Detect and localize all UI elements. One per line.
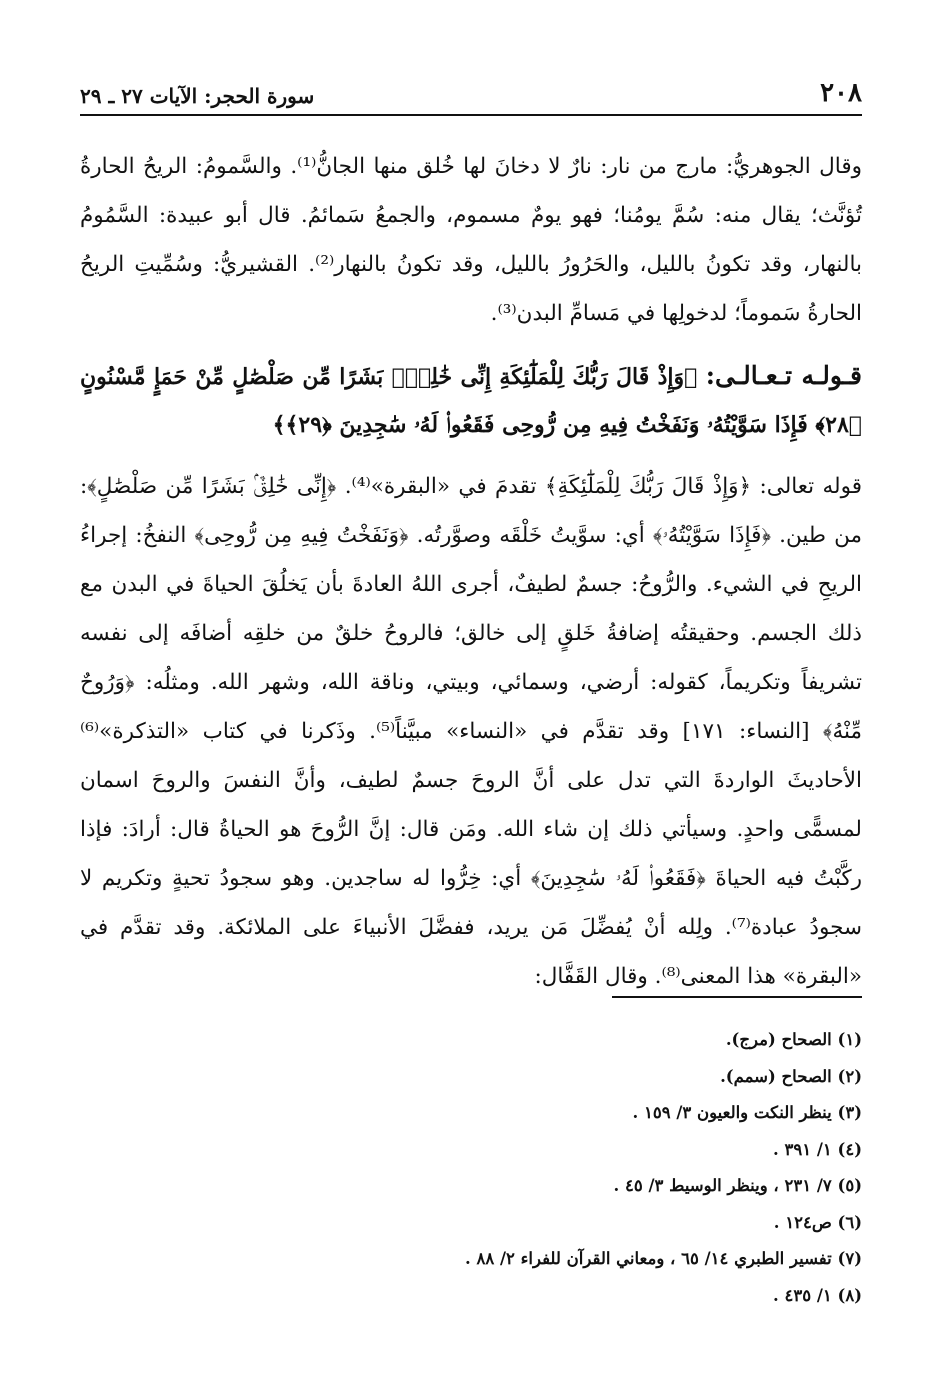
paragraph-commentary-2: قوله تعالى: ﴿وَإِذْ قَالَ رَبُّكَ لِلْمَلَٰٓئِكَةِ﴾ تقدمَ في «البقرة»⁽⁴⁾. ﴿إِنِّى خَٰلِقٌۢ بَشَرًا مِّن صَلْصَٰلٍ﴾: من طين. ﴿فَإِذَا سَوَّيْتُهُۥ﴾ أي: سوَّيتُ خَلْقَه وصوَّرتُه. ﴿وَنَفَخْتُ فِيهِ مِن رُّوحِى﴾ النفخُ: إجراءُ الريحِ في الشيء. والرُّوحُ: جسمٌ لطيفٌ، أجرى اللهُ العادةَ بأن يَخلُقَ الحياةَ في البدن مع ذلك الجسم. وحقيقتُه إضافةُ خَلقٍ إلى خالق؛ فالروحُ خلقٌ من خلقِه أضافَه إلى نفسه تشريفاً وتكريماً، كقوله: أرضي، وسمائي، وبيتي، وناقة الله، وشهر الله. ومثلُه: ﴿وَرُوحٌ مِّنْهُ﴾ [النساء: ١٧١] وقد تقدَّم في «النساء» مبيَّناً⁽⁵⁾. وذَكرنا في كتاب «التذكرة»⁽⁶⁾ الأحاديثَ الواردةَ التي تدل على أنَّ الروحَ جسمٌ لطيف، وأنَّ النفسَ والروحَ اسمان لمسمًّى واحدٍ. وسيأتي ذلك إن شاء الله. ومَن قال: إنَّ الرُّوحَ هو الحياةُ قال: أرادَ: فإذا ركَّبْتُ فيه الحياةَ ﴿فَقَعُوا۟ لَهُۥ سَٰجِدِينَ﴾ أي: خِرُّوا له ساجدين. وهو سجودُ تحيةٍ وتكريم لا سجودُ عبادة⁽⁷⁾. ولِله أنْ يُفضِّلَ مَن يريد، ففضَّلَ الأنبياءَ على الملائكة. وقد تقدَّم في «البقرة» هذا المعنى⁽⁸⁾. وقال القَفَّال: [80,474,863,989]
footnote: (١) الصحاح (مرج). [725,1030,862,1049]
footnote: (٢) الصحاح (سمم). [720,1066,862,1086]
page-number: ٢٠٨ [820,78,862,108]
footnote: (٨) ١/ ٤٣٥ . [773,1285,862,1305]
footnote: (٥) ٧/ ٢٣١ ، وينظر الوسيط ٣/ ٤٥ . [613,1176,862,1195]
footnote: (٧) تفسير الطبري ١٤/ ٦٥ ، ومعاني القرآن للفراء ٢/ ٨٨ . [465,1249,862,1268]
footnote: (٣) ينظر النكت والعيون ٣/ ١٥٩ . [632,1103,862,1122]
footnote-divider [612,996,862,998]
paragraph-commentary-1: وقال الجوهريُّ: مارج من نار: نارٌ لا دخانَ لها خُلق منها الجانُّ⁽¹⁾. والسَّمومُ: الريحُ الحارةُ تُؤنَّث؛ يقال منه: سُمَّ يومُنا؛ فهو يومٌ مسموم، والجمعُ سَمائمُ. قال أبو عبيدة: السَّمُومُ بالنهار، وقد تكونُ بالليل، والحَرُورُ بالليل، وقد تكونُ بالنهار⁽²⁾. القشيريُّ: وسُمِّيتِ الريحُ الحارةُ سَموماً؛ لدخولِها في مَسامِّ البدن⁽³⁾. [80,154,862,326]
quran-verse: ﴿وَإِذْ قَالَ رَبُّكَ لِلْمَلَٰٓئِكَةِ إِنِّى خَٰلِقٌۢ بَشَرًا مِّن صَلْصَٰلٍ مِّنْ حَمَإٍ مَّسْنُونٍ ﴿٢٨﴾ فَإِذَا سَوَّيْتُهُۥ وَنَفَخْتُ فِيهِ مِن رُّوحِى فَقَعُوا۟ لَهُۥ سَٰجِدِينَ ﴿٢٩﴾﴾ [80,364,862,438]
running-title: سورة الحجر: الآيات ٢٧ ـ ٢٩ [80,84,315,108]
footnote: (٦) ص١٢٤ . [773,1212,862,1232]
page-header [80,68,862,116]
footnote: (٤) ١/ ٣٩١ . [773,1139,862,1159]
verse-heading [80,352,862,449]
verse-heading-lead: قـولـه تـعـالـى: [705,361,863,390]
footnotes-list [80,1022,862,1314]
